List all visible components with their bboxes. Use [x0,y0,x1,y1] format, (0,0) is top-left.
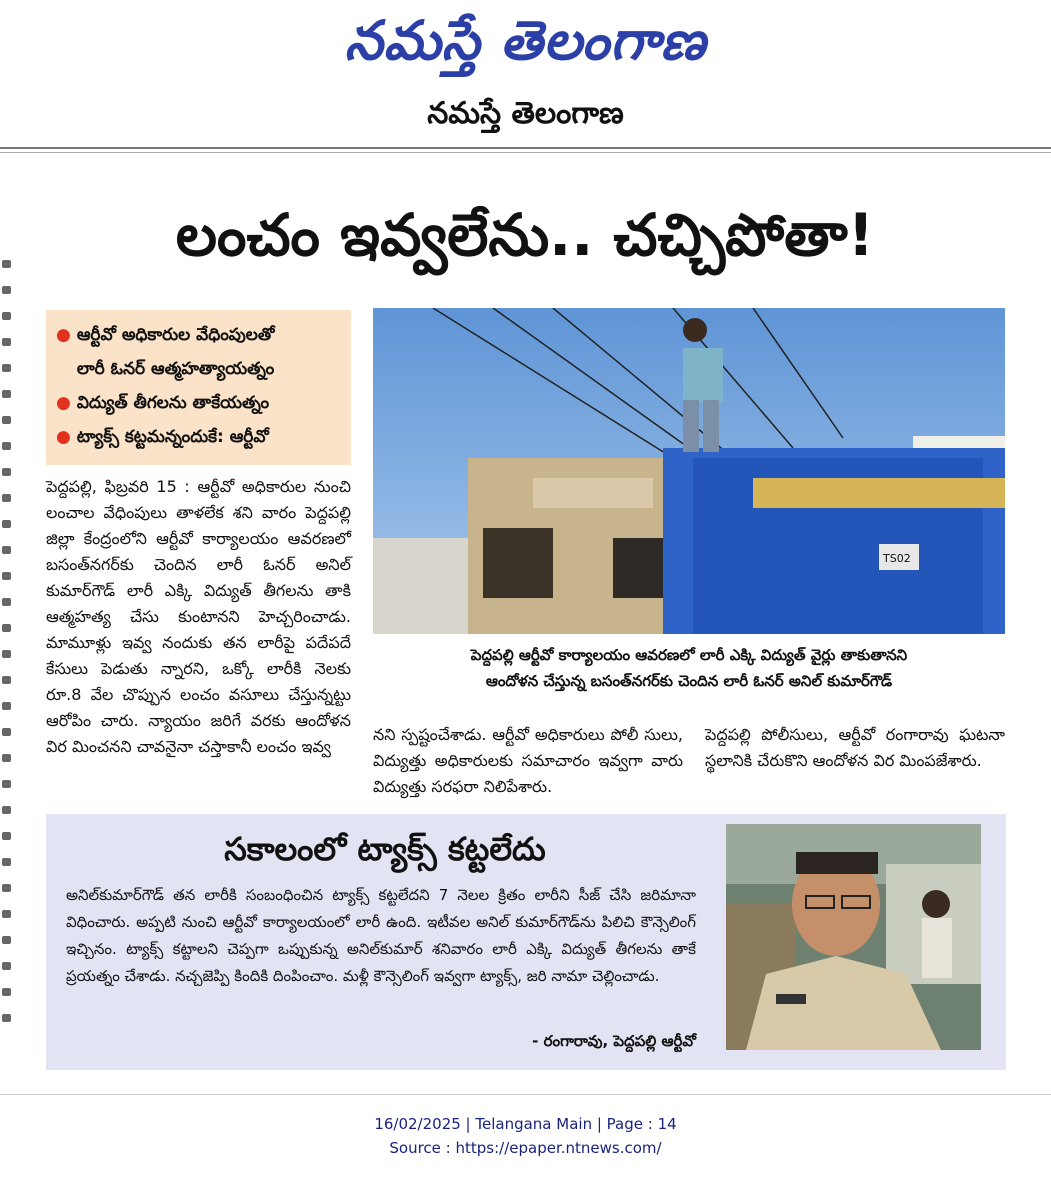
highlight-item: ● ఆర్టీవో అధికారుల వేధింపులతో [56,325,275,345]
official-portrait-photo [726,824,981,1050]
photo-caption: పెద్దపల్లి ఆర్టీవో కార్యాలయం ఆవరణలో లారీ ఎక్కి విద్యుత్ వైర్లు తాకుతానని ఆందోళన చేస్తున్న బసంత్‌నగర్‌కు చెందిన లారీ ఓనర్ అనిల్ కుమార్‌గౌడ్ [470,646,908,690]
article-column-2: నని స్పష్టంచేశాడు. ఆర్టీవో అధికారులు పోలీ సులు, విద్యుత్తు అధికారులకు సమాచారం ఇవ్వగా వారు విద్యుత్తు సరఫరా నిలిపేశారు. [373,725,683,796]
masthead [0,0,1051,150]
masthead-rule-thin [0,152,1051,153]
lorry-plate-text: TS02 [883,552,911,565]
sidebar-body: అనిల్‌కుమార్‌గౌడ్ తన లారీకి సంబంధించిన ట్యాక్స్ కట్టలేదని 7 నెలల క్రితం లారీని సీజ్ చేసి జరిమానా విధించారు. అప్పటి నుంచి ఆర్టీవో కార్యాలయంలో లారీ ఉంది. ఇటీవల అనిల్ కుమార్‌గౌడ్‌ను పిలిచి కౌన్సెలింగ్ ఇచ్చినం. ట్యాక్స్ కట్టాలని చెప్పగా ఒప్పుకున్న అనిల్‌కుమార్ శనివారం లారీ ఎక్కి విద్యుత్ తీగలను తాకే ప్రయత్నం చేశాడు. నచ్చజెప్పి కిందికి దింపించాం. మళ్లీ కౌన్సెలింగ్ ఇవ్వగా ట్యాక్స్, జరి నామా చెల్లించాడు. [66,886,696,985]
newspaper-sublogo: నమస్తే తెలంగాణ [427,96,624,131]
sidebar-signature: - రంగారావు, పెద్దపల్లి ఆర్టీవో [532,1032,696,1050]
sidebar-title: సకాలంలో ట్యాక్స్ కట్టలేదు [224,830,546,868]
article-column-1: పెద్దపల్లి, ఫిబ్రవరి 15 : ఆర్టీవో అధికారుల నుంచి లంచాల వేధింపులు తాళలేక శని వారం పెద్దపల్లి జిల్లా కేంద్రంలోని ఆర్టీవో కార్యాలయం ఆవరణలో బసంత్‌నగర్‌కు చెందిన లారీ ఓనర్ అనిల్ కుమార్‌గౌడ్ లారీ ఎక్కి విద్యుత్ తీగలను తాకి ఆత్మహత్య చేసు కుంటానని హెచ్చరించాడు. మామూళ్లు ఇవ్వ నందుకు తన లారీపై పదేపదే కేసులు పెడుతు న్నారని, ఒక్కో లారీకి నెలకు రూ.8 వేల చొప్పున లంచం వసూలు చేస్తున్నట్టు ఆరోపిం చారు. న్యాయం జరిగే వరకు ఆందోళన విర మించనని చావనైనా చస్తాకానీ లంచం ఇవ్వ [46,477,351,756]
highlight-item: ● విద్యుత్ తీగలను తాకేయత్నం [56,393,270,413]
footer-rule [0,1094,1051,1095]
left-column-edge-marks [0,260,14,1060]
masthead-rule [0,147,1051,149]
highlights-box [46,310,351,465]
highlight-item: లారీ ఓనర్ ఆత్మహత్యాయత్నం [76,359,275,379]
lorry-protest-photo [373,308,1005,634]
footer-source-link[interactable]: Source : https://epaper.ntnews.com/ [389,1139,662,1157]
article-headline: లంచం ఇవ్వలేను.. చచ్చిపోతా! [175,201,875,269]
newspaper-logo: నమస్తే తెలంగాణ [344,9,707,72]
highlight-item: ● ట్యాక్స్ కట్టమన్నందుకే: ఆర్టీవో [56,427,269,447]
footer-edition-info: 16/02/2025 | Telangana Main | Page : 14 [374,1115,677,1133]
article-column-3: పెద్దపల్లి పోలీసులు, ఆర్టీవో రంగారావు ఘటనా స్థలానికి చేరుకొని ఆందోళన విర మింపజేశారు. [705,725,1005,770]
